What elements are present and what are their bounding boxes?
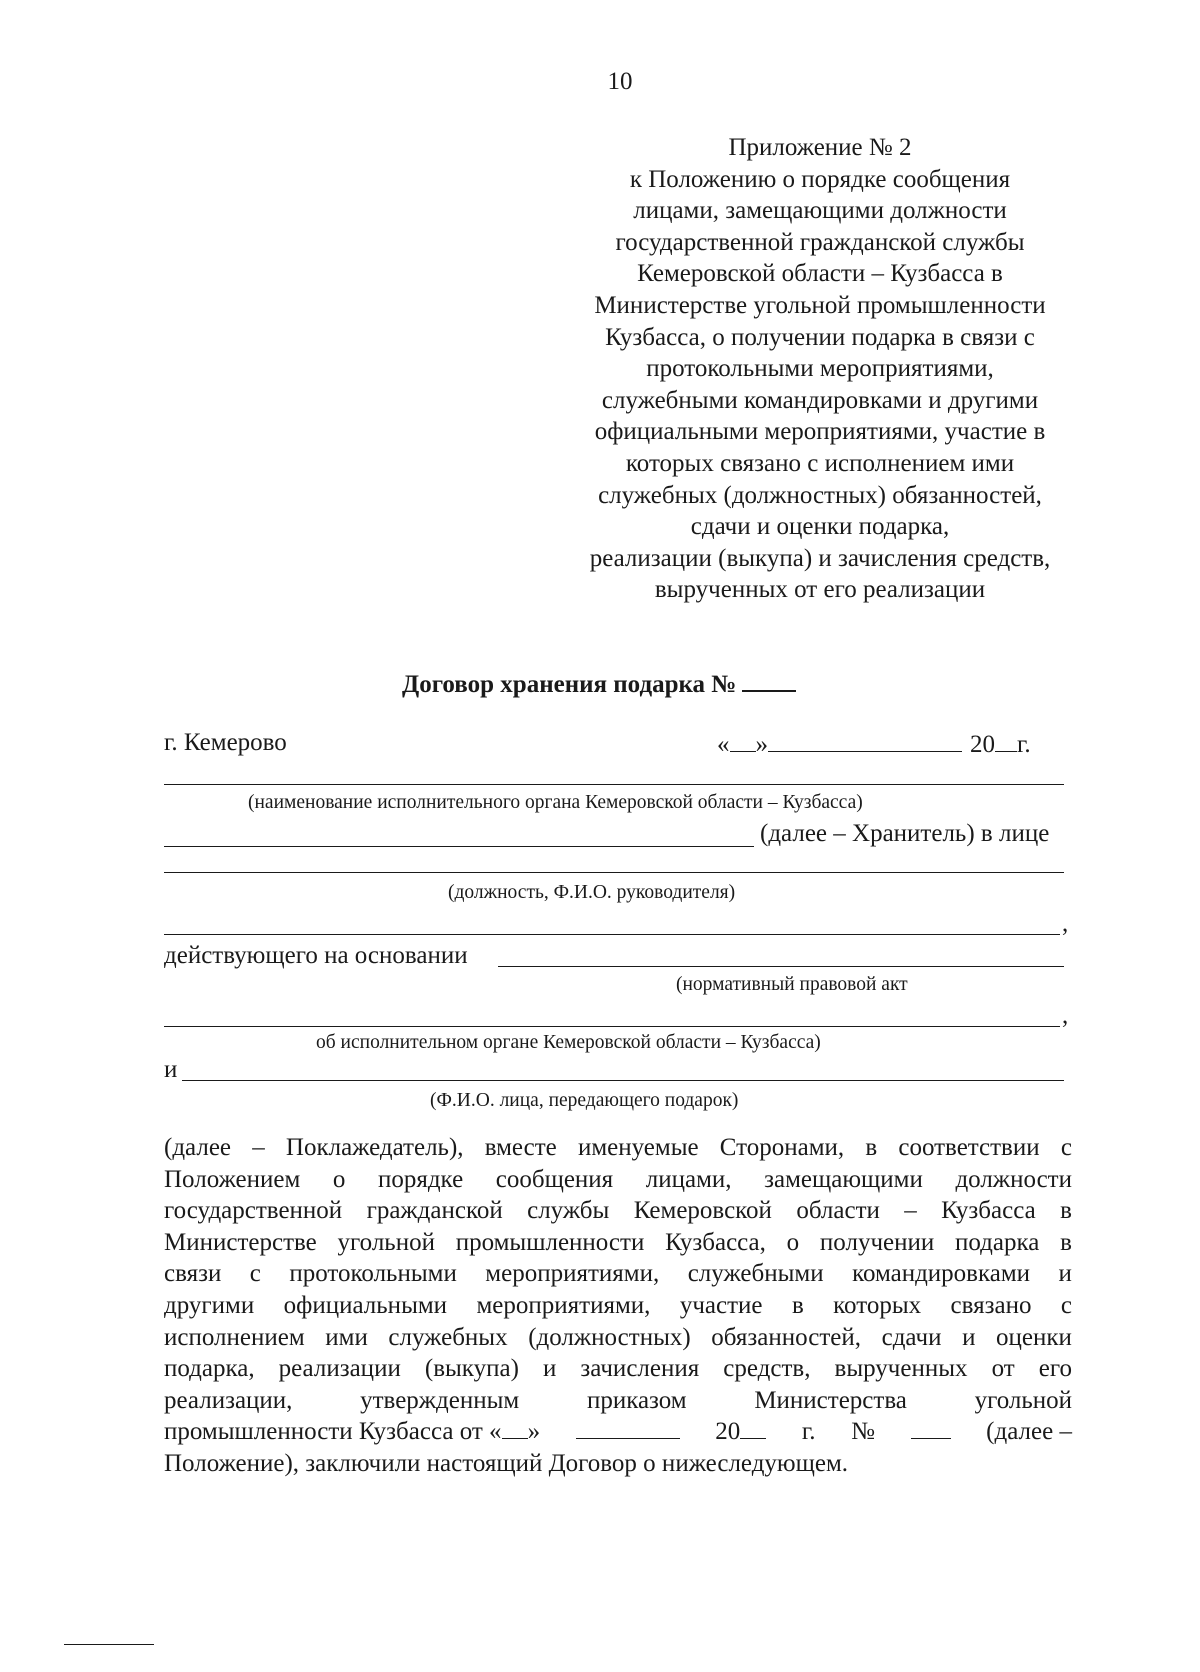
word: оценки (996, 1323, 1072, 1351)
preamble-line (164, 1385, 1072, 1417)
word: Министерства (754, 1386, 907, 1414)
word: Кемеровской (633, 1197, 772, 1225)
footnote-rule (64, 1644, 154, 1645)
preamble-line (164, 1322, 1072, 1354)
word: Кузбасса, (665, 1228, 766, 1256)
appendix-line: к Положению о порядке сообщения (629, 165, 1011, 193)
word: в (865, 1134, 878, 1161)
word: Кузбасса (941, 1197, 1036, 1225)
appendix-line: Кузбасса, о получении подарка в связи с (605, 323, 1035, 351)
word: с (1060, 1291, 1072, 1319)
word: о (332, 1165, 346, 1193)
page-number: 10 (607, 68, 633, 95)
word: с (249, 1260, 261, 1288)
word: Министерстве (164, 1228, 317, 1256)
comma-1: , (1062, 910, 1069, 937)
word: службы (527, 1197, 610, 1225)
word: мероприятиями, (485, 1260, 660, 1288)
date-day-blank[interactable] (730, 729, 756, 752)
word: обязанностей, (711, 1323, 861, 1351)
legal-act-continuation-caption: об исполнительном органе Кемеровской области – Кузбасса) (316, 1032, 821, 1053)
word: (далее (164, 1134, 232, 1161)
preamble-line-10-part6: (далее – (986, 1418, 1072, 1446)
word: командировками (852, 1260, 1031, 1288)
organ-name-line[interactable] (164, 784, 1064, 785)
preamble-lines (164, 1132, 1072, 1416)
order-month-blank[interactable] (576, 1416, 680, 1439)
word: Положением (164, 1165, 301, 1193)
word: мероприятиями, (476, 1291, 651, 1319)
word: утвержденным (360, 1386, 520, 1414)
keeper-suffix: (далее – Хранитель) в лице (760, 820, 1050, 847)
word: вместе (484, 1134, 557, 1161)
appendix-line: сдачи и оценки подарка, (690, 513, 950, 541)
date-year-suffix: г. (1017, 731, 1031, 758)
word: служебных (388, 1323, 508, 1351)
appendix-line: которых связано с исполнением ими (625, 449, 1015, 477)
document-title-text: Договор хранения подарка № (402, 671, 737, 698)
word: в (1060, 1197, 1072, 1225)
appendix-line: Приложение № 2 (728, 134, 912, 161)
appendix-line: протокольными мероприятиями, (646, 355, 994, 383)
organ-name-caption: (наименование исполнительного органа Кемеровской области – Кузбасса) (248, 792, 863, 813)
legal-act-line[interactable] (498, 966, 1064, 967)
preamble-line (164, 1132, 1072, 1164)
preamble-line-10-part3: 20 (715, 1416, 766, 1448)
appendix-line: вырученных от его реализации (654, 576, 986, 604)
word: о (786, 1228, 800, 1256)
word: официальными (283, 1291, 448, 1319)
head-name-line[interactable] (164, 934, 1060, 935)
word: порядке (377, 1165, 464, 1193)
contract-number-blank[interactable] (742, 666, 796, 692)
word: в (1060, 1228, 1072, 1256)
word: соответствии (898, 1134, 1040, 1161)
depositor-name-line[interactable] (182, 1080, 1064, 1081)
order-day-blank[interactable] (502, 1416, 528, 1439)
word: с (1060, 1134, 1072, 1161)
word: замещающими (764, 1165, 923, 1193)
preamble-paragraph (164, 1132, 1072, 1480)
date-month-blank[interactable] (768, 729, 962, 752)
keeper-line[interactable] (164, 846, 754, 847)
date-year-prefix: 20 (970, 731, 995, 758)
word: – (904, 1197, 917, 1225)
preamble-last-line: Положение), заключили настоящий Договор о нижеследующем. (164, 1449, 849, 1477)
legal-act-caption: (нормативный правовой акт (676, 974, 908, 995)
preamble-line (164, 1290, 1072, 1322)
and-word: и (164, 1056, 178, 1083)
preamble-line (164, 1195, 1072, 1227)
appendix-line: Кемеровской области – Кузбасса в (637, 260, 1003, 288)
preamble-line (164, 1258, 1072, 1290)
acting-on-basis-label: действующего на основании (164, 942, 468, 969)
preamble-line-10-part4: г. (801, 1418, 816, 1446)
word: исполнением (164, 1323, 305, 1351)
appendix-header (560, 132, 1080, 606)
word: Сторонами, (719, 1134, 845, 1161)
word: промышленности (455, 1228, 645, 1256)
word: средств, (723, 1355, 811, 1383)
depositor-name-caption: (Ф.И.О. лица, передающего подарок) (430, 1090, 739, 1111)
word: именуемые (577, 1134, 699, 1161)
appendix-line: лицами, замещающими должности (633, 197, 1007, 225)
word: вырученных (834, 1355, 968, 1383)
word: и (542, 1355, 557, 1383)
date-close-quote: » (755, 731, 768, 758)
preamble-line-10-part5: № (851, 1418, 875, 1446)
word: угольной (337, 1228, 435, 1256)
word: и (962, 1323, 976, 1351)
appendix-line: официальными мероприятиями, участие в (594, 418, 1046, 446)
word: гражданской (366, 1197, 503, 1225)
word: которых (833, 1291, 922, 1319)
appendix-line: государственной гражданской службы (615, 228, 1025, 256)
word: Поклажедатель), (285, 1134, 464, 1161)
word: зачисления (580, 1355, 700, 1383)
word: сообщения (495, 1165, 614, 1193)
word: получении (819, 1228, 935, 1256)
word: лицами, (645, 1165, 732, 1193)
word: области (796, 1197, 880, 1225)
document-title (402, 666, 796, 699)
word: (выкупа) (424, 1355, 519, 1383)
preamble-line (164, 1164, 1072, 1196)
word: угольной (974, 1386, 1072, 1414)
appendix-line: Министерстве угольной промышленности (594, 291, 1046, 319)
word: – (252, 1134, 265, 1161)
word: подарка, (164, 1355, 255, 1383)
city: г. Кемерово (164, 729, 287, 756)
word: его (1038, 1355, 1072, 1383)
appendix-line: служебных (должностных) обязанностей, (598, 481, 1042, 509)
word: служебными (687, 1260, 824, 1288)
word: реализации (278, 1355, 401, 1383)
word: (должностных) (528, 1323, 691, 1351)
appendix-line: служебными командировками и другими (601, 386, 1039, 414)
word: подарка (955, 1228, 1040, 1256)
order-number-blank[interactable] (911, 1416, 951, 1439)
date-year-blank[interactable] (995, 729, 1017, 752)
word: ими (325, 1323, 368, 1351)
preamble-line-10-part1: промышленности Кузбасса от « » (164, 1418, 541, 1446)
word: другими (164, 1291, 255, 1319)
word: в (791, 1291, 804, 1319)
head-position-line[interactable] (164, 872, 1064, 873)
word: связано (950, 1291, 1032, 1319)
comma-2: , (1062, 1002, 1069, 1029)
word: реализации, (164, 1386, 293, 1414)
word: связи (164, 1260, 222, 1288)
preamble-line-10 (164, 1416, 1072, 1448)
appendix-line: реализации (выкупа) и зачисления средств, (589, 544, 1051, 572)
legal-act-continuation-line[interactable] (164, 1026, 1060, 1027)
preamble-line (164, 1353, 1072, 1385)
contract-date (717, 729, 1031, 759)
word: сдачи (881, 1323, 942, 1351)
date-open-quote: « (717, 731, 730, 758)
word: должности (955, 1165, 1072, 1193)
word: государственной (164, 1197, 343, 1225)
word: участие (679, 1291, 763, 1319)
word: и (1058, 1260, 1072, 1288)
word: от (991, 1355, 1015, 1383)
order-year-blank[interactable] (740, 1416, 766, 1439)
head-position-caption: (должность, Ф.И.О. руководителя) (448, 882, 736, 903)
word: протокольными (289, 1260, 457, 1288)
word: приказом (586, 1386, 687, 1414)
preamble-line (164, 1227, 1072, 1259)
